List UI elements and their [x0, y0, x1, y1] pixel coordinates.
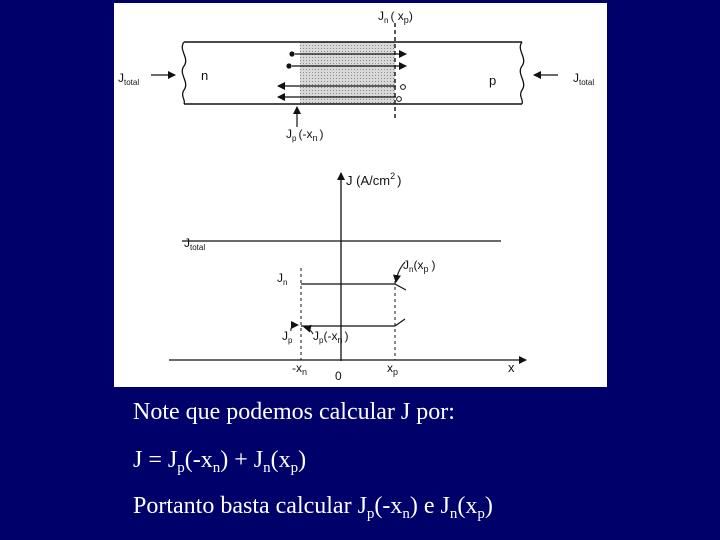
caption-line-3 — [133, 492, 493, 520]
eq-part-a: J = J — [133, 447, 178, 473]
caption-line-1-text: Note que podemos calcular J por: — [133, 399, 455, 425]
eq-part-b: (-x — [184, 447, 213, 473]
line3-sub-p-2: p — [477, 506, 485, 522]
eq-sub-p-2: p — [290, 460, 299, 476]
jn-xp-plot-label: $J_n(x_p$ ) — [403, 258, 436, 274]
diagram-figure — [114, 3, 607, 387]
jp-xn-plot-pointer — [304, 327, 313, 334]
eq-sub-n: n — [212, 460, 221, 476]
hole-circle-2 — [397, 97, 402, 102]
eq-part-c: ) + J — [220, 447, 264, 473]
tick-label-xp: $x_p$ — [387, 361, 399, 377]
line3-part-e: ) — [484, 493, 493, 519]
electron-dot-2 — [286, 63, 291, 68]
region-p-label: p — [489, 73, 497, 88]
jp-xn-plot-label: $J_p(-x_n$ ) — [313, 329, 349, 345]
jn-plot-label: $J_n$ — [277, 271, 288, 287]
region-n-label: n — [201, 68, 209, 83]
eq-sub-n-2: n — [263, 460, 271, 476]
jp-xn-device-label: $J_p$ ($-x_n$ ) — [286, 127, 324, 143]
hole-circle-1 — [401, 85, 406, 90]
x-axis-label: x — [508, 360, 515, 375]
jp-plot-label: $J_p$ — [282, 329, 293, 345]
line3-part-a: Portanto basta calcular J — [133, 493, 367, 519]
jp-plot-pointer — [291, 325, 298, 331]
jp-p-side-line — [395, 319, 405, 326]
line3-sub-n-2: n — [449, 506, 458, 522]
electron-dot-1 — [289, 51, 294, 56]
caption-line-1 — [133, 398, 455, 426]
line3-part-c: ) e J — [409, 493, 450, 519]
pn-junction-device — [118, 9, 594, 143]
right-break-edge — [520, 42, 523, 104]
line3-sub-p: p — [366, 506, 375, 522]
tick-label-zero: 0 — [335, 369, 342, 383]
line3-part-d: (x — [457, 493, 478, 519]
jtotal-plot-label: $J_{total}$ — [184, 236, 206, 252]
jtotal-left-label: $J_{total}$ — [118, 71, 140, 87]
left-break-edge — [182, 42, 185, 104]
eq-part-d: (x — [270, 447, 291, 473]
jn-xp-device-label: $J_n$ ( $x_p$) — [378, 9, 413, 25]
line3-sub-n: n — [402, 506, 410, 522]
depletion-region — [300, 42, 395, 104]
y-axis-label: J ($A/cm^2$ ) — [346, 171, 402, 188]
caption-line-2-equation — [133, 446, 306, 474]
jtotal-right-label: $J_{total}$ — [573, 71, 595, 87]
tick-label-neg-xn: $-x_n$ — [292, 361, 308, 377]
eq-sub-p: p — [177, 460, 185, 476]
current-density-plot — [169, 171, 526, 383]
eq-part-e: ) — [298, 447, 307, 473]
line3-part-b: (-x — [374, 493, 403, 519]
jn-p-side-line — [395, 284, 406, 290]
